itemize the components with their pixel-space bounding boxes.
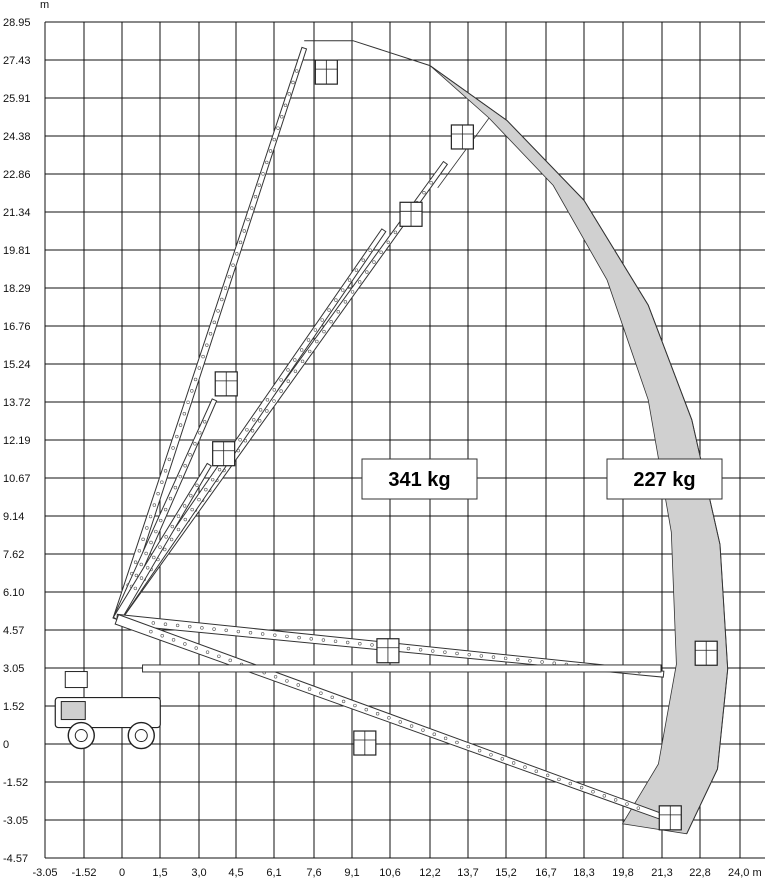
boom-hole (516, 658, 519, 661)
boom-hole (504, 657, 507, 660)
x-tick-label: 15,2 (495, 867, 517, 879)
boom-hole (348, 279, 351, 282)
y-tick-label: -3.05 (3, 815, 29, 827)
boom-hole (239, 438, 242, 441)
boom-hole (314, 329, 317, 332)
boom-hole (153, 504, 156, 507)
boom-hole (529, 659, 532, 662)
x-tick-label: 22,8 (689, 867, 711, 879)
boom-hole (220, 298, 223, 301)
boom-hole (310, 637, 313, 640)
boom-hole (183, 643, 186, 646)
boom-hole (202, 355, 205, 358)
boom-hole (280, 378, 283, 381)
reach-band-227kg (430, 66, 728, 834)
x-tick-label: 1,5 (152, 867, 168, 879)
boom-hole (337, 310, 340, 313)
x-tick-label: 19,8 (612, 867, 634, 879)
boom-hole (388, 716, 391, 719)
boom-hole (209, 332, 212, 335)
boom-hole (280, 390, 283, 393)
boom-hole (165, 535, 168, 538)
boom-hole (394, 231, 397, 234)
boom-hole (258, 184, 261, 187)
boom-hole (301, 360, 304, 363)
y-tick-label: 0 (3, 739, 10, 751)
y-tick-label: 3.05 (3, 663, 25, 675)
boom-hole (341, 289, 344, 292)
boom-hole (365, 271, 368, 274)
boom-hole (553, 662, 556, 665)
boom-hole (189, 453, 192, 456)
boom-hole (294, 370, 297, 373)
boom-hole (323, 330, 326, 333)
boom-hole (273, 634, 276, 637)
boom-hole (297, 684, 300, 687)
boom-hole (467, 745, 470, 748)
boom-hole (265, 410, 268, 413)
y-tick-label: 10.67 (3, 473, 31, 485)
boom-hole (195, 647, 198, 650)
boom-hole (179, 424, 182, 427)
boom-hole (146, 566, 149, 569)
boom-hole (229, 659, 232, 662)
boom-hole (273, 400, 276, 403)
boom-hole (512, 762, 515, 765)
boom-hole (456, 652, 459, 655)
boom-hole (254, 195, 257, 198)
boom-hole (362, 259, 365, 262)
boom-hole (603, 794, 606, 797)
turret (65, 672, 87, 688)
boom-hole (592, 790, 595, 793)
boom-hole (300, 349, 303, 352)
boom-hole (171, 525, 174, 528)
y-tick-label: 6.10 (3, 587, 25, 599)
boom-hole (225, 629, 228, 632)
machine-drawing (55, 47, 717, 829)
boom-hole (262, 172, 265, 175)
y-tick-label: 1.52 (3, 701, 25, 713)
boom-hole (322, 639, 325, 642)
boom-hole (342, 700, 345, 703)
x-tick-label: 10,6 (379, 867, 401, 879)
boom-hole (164, 623, 167, 626)
boom-hole (269, 150, 272, 153)
boom-hole (334, 299, 337, 302)
boom-hole (293, 359, 296, 362)
boom-hole (149, 630, 152, 633)
boom-hole (419, 648, 422, 651)
boom-hole (387, 241, 390, 244)
boom-hole (183, 505, 186, 508)
boom-hole (266, 398, 269, 401)
boom-hole (280, 115, 283, 118)
boom-hole (535, 770, 538, 773)
boom-hole (569, 782, 572, 785)
boom-hole (614, 799, 617, 802)
boom-hole (250, 207, 253, 210)
boom-hole (150, 541, 153, 544)
y-tick-label: 28.95 (3, 17, 31, 29)
boom-hole (142, 538, 145, 541)
boom-hole (423, 191, 426, 194)
boom-hole (274, 675, 277, 678)
boom-hole (273, 388, 276, 391)
boom-hole (243, 230, 246, 233)
boom-hole (410, 725, 413, 728)
boom-hole (376, 712, 379, 715)
boom-hole (235, 252, 238, 255)
boom-hole (138, 549, 141, 552)
y-tick-label: 27.43 (3, 55, 31, 67)
boom-hole (211, 478, 214, 481)
boom-hole (252, 418, 255, 421)
boom-hole (292, 81, 295, 84)
boom-hole (232, 264, 235, 267)
boom-hole (206, 651, 209, 654)
boom-hole (287, 369, 290, 372)
capacity-label-227: 227 kg (633, 469, 696, 491)
y-tick-label: 25.91 (3, 93, 31, 105)
x-tick-label: 0 (118, 867, 126, 879)
boom-hole (399, 721, 402, 724)
boom-hole (431, 650, 434, 653)
x-tick-label: -3.05 (32, 867, 58, 879)
boom-hole (187, 401, 190, 404)
capacity-label-341: 341 kg (388, 469, 451, 491)
boom-hole (218, 468, 221, 471)
y-tick-label: 13.72 (3, 397, 31, 409)
y-tick-label: 22.86 (3, 169, 31, 181)
boom-hole (188, 625, 191, 628)
boom-hole (287, 380, 290, 383)
boom-hole (365, 708, 368, 711)
y-tick-label: 18.29 (3, 283, 31, 295)
boom-hole (422, 729, 425, 732)
boom-hole (213, 321, 216, 324)
x-tick-label: 3,0 (191, 867, 207, 879)
boom-hole (196, 484, 199, 487)
boom-hole (315, 340, 318, 343)
boom-hole (172, 638, 175, 641)
boom-hole (284, 104, 287, 107)
cab-window (61, 702, 85, 720)
boom-hole (189, 494, 192, 497)
boom-hole (134, 587, 137, 590)
boom-hole (430, 181, 433, 184)
boom-hole (170, 538, 173, 541)
boom-hole (169, 497, 172, 500)
boom-hole (346, 641, 349, 644)
boom-hole (273, 138, 276, 141)
boom-hole (201, 626, 204, 629)
x-tick-label: 13,7 (457, 867, 479, 879)
boom-hole (228, 275, 231, 278)
boom-hole (277, 127, 280, 130)
boom-hole (580, 786, 583, 789)
boom-hole (183, 412, 186, 415)
boom-hole (468, 653, 471, 656)
y-tick-label: 4.57 (3, 625, 25, 637)
boom-hole (161, 634, 164, 637)
boom-hole (205, 344, 208, 347)
boom-hole (203, 420, 206, 423)
boom-hole (174, 486, 177, 489)
boom-hole (179, 475, 182, 478)
boom-hole (456, 741, 459, 744)
x-tick-label: 6,1 (266, 867, 282, 879)
boom-hole (191, 508, 194, 511)
boom-hole (433, 733, 436, 736)
boom-hole (217, 310, 220, 313)
boom-hole (204, 488, 207, 491)
boom-hole (501, 757, 504, 760)
boom-hole (334, 640, 337, 643)
boom-hole (237, 630, 240, 633)
boom-hole (198, 367, 201, 370)
boom-hole (308, 350, 311, 353)
boom-hole (145, 552, 148, 555)
boom-hole (308, 688, 311, 691)
boom-hole (177, 528, 180, 531)
boom-hole (154, 530, 157, 533)
boom-hole (149, 515, 152, 518)
boom-hole (298, 636, 301, 639)
boom-hole (265, 161, 268, 164)
boom-hole (358, 642, 361, 645)
y-tick-label: 9.14 (3, 511, 25, 523)
boom-hole (239, 241, 242, 244)
boom-hole (159, 519, 162, 522)
boom-hole (541, 661, 544, 664)
boom-hole (152, 622, 155, 625)
boom-hole (331, 696, 334, 699)
boom-hole (140, 563, 143, 566)
horizontal-boom (143, 665, 661, 672)
boom-hole (371, 644, 374, 647)
boom-hole (152, 556, 155, 559)
x-tick-label: 7,6 (306, 867, 322, 879)
boom-hole (480, 655, 483, 658)
y-tick-label: 15.24 (3, 359, 31, 371)
boom-hole (224, 287, 227, 290)
y-tick-label: 12.19 (3, 435, 31, 447)
boom-hole (320, 692, 323, 695)
y-tick-label: 19.81 (3, 245, 31, 257)
boom-hole (176, 624, 179, 627)
boom-hole (344, 300, 347, 303)
boom-hole (351, 290, 354, 293)
boom-hole (286, 635, 289, 638)
x-tick-label: 16,7 (535, 867, 557, 879)
boom-hole (190, 389, 193, 392)
boom-hole (184, 464, 187, 467)
y-tick-label: 16.76 (3, 321, 31, 333)
boom-hole (259, 408, 262, 411)
boom-hole (288, 92, 291, 95)
boom-hole (140, 577, 143, 580)
boom-hole (194, 378, 197, 381)
boom-hole (354, 704, 357, 707)
y-tick-label: -1.52 (3, 777, 29, 789)
boom-hole (198, 498, 201, 501)
boom-hole (163, 548, 166, 551)
boom-hole (164, 469, 167, 472)
y-axis-labels (3, 17, 31, 865)
boom-hole (330, 320, 333, 323)
boom-hole (524, 766, 527, 769)
x-tick-label: 12,2 (419, 867, 441, 879)
boom-hole (321, 319, 324, 322)
boom-hole (443, 651, 446, 654)
x-tick-label: 4,5 (228, 867, 244, 879)
boom-hole (177, 515, 180, 518)
x-tick-label: 9,1 (344, 867, 360, 879)
x-tick-label: 18,3 (573, 867, 595, 879)
x-tick-label: 24,0 m (728, 867, 762, 879)
boom-hole (286, 679, 289, 682)
boom-hole (135, 574, 138, 577)
boom-hole (175, 435, 178, 438)
boom-hole (355, 269, 358, 272)
y-unit-label: m (40, 0, 50, 11)
boom-hole (373, 261, 376, 264)
boom-hole (249, 631, 252, 634)
boom-hole (637, 807, 640, 810)
boom-hole (369, 249, 372, 252)
boom-hole (307, 339, 310, 342)
boom-hole (198, 431, 201, 434)
boom-hole (134, 561, 137, 564)
boom-hole (492, 656, 495, 659)
boom-hole (261, 633, 264, 636)
boom-hole (213, 628, 216, 631)
boom-hole (558, 778, 561, 781)
boom-hole (217, 655, 220, 658)
boom-hole (184, 518, 187, 521)
x-tick-label: -1.52 (71, 867, 97, 879)
boom-hole (407, 647, 410, 650)
boom-hole (546, 774, 549, 777)
boom-hole (358, 281, 361, 284)
boom-hole (380, 251, 383, 254)
boom-hole (246, 428, 249, 431)
wheel-hub (135, 730, 147, 742)
boom-hole (328, 309, 331, 312)
boom-hole (444, 737, 447, 740)
wheel-hub (75, 730, 87, 742)
boom-hole (159, 546, 162, 549)
x-tick-label: 21,3 (651, 867, 673, 879)
y-tick-label: 24.38 (3, 131, 31, 143)
boom-hole (164, 508, 167, 511)
boom-hole (193, 442, 196, 445)
boom-hole (160, 481, 163, 484)
boom-hole (145, 527, 148, 530)
x-axis-labels (32, 867, 761, 879)
boom-hole (157, 492, 160, 495)
boom-hole (478, 749, 481, 752)
boom-hole (295, 70, 298, 73)
boom-hole (258, 419, 261, 422)
boom-hole (172, 447, 175, 450)
boom-hole (490, 753, 493, 756)
y-tick-label: 7.62 (3, 549, 25, 561)
y-tick-label: -4.57 (3, 853, 29, 865)
boom-hole (251, 429, 254, 432)
boom-hole (168, 458, 171, 461)
boom-hole (247, 218, 250, 221)
y-tick-label: 21.34 (3, 207, 31, 219)
boom-hole (626, 803, 629, 806)
